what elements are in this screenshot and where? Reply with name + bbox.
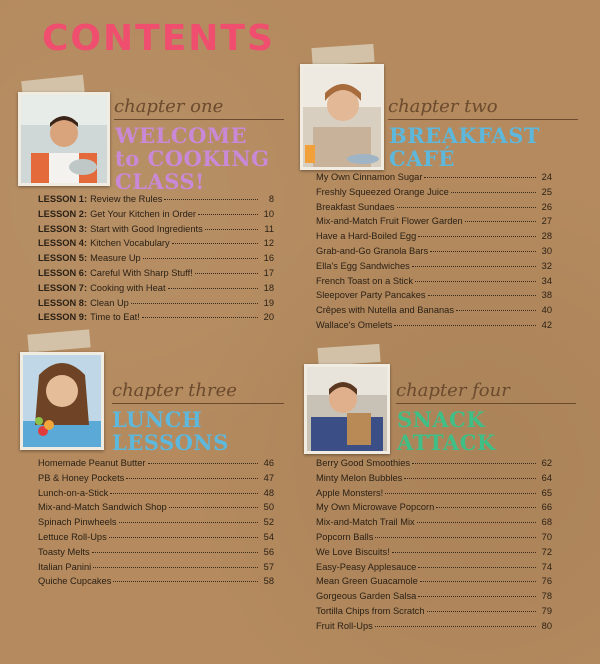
list-item[interactable]: Freshly Squeezed Orange Juice 25: [316, 186, 552, 197]
list-item[interactable]: Mix-and-Match Trail Mix 68: [316, 517, 552, 528]
chapter-two-photo: [300, 64, 384, 170]
list-item[interactable]: My Own Cinnamon Sugar 24: [316, 172, 552, 182]
list-item[interactable]: LESSON 2: Get Your Kitchen in Order 10: [38, 208, 274, 219]
list-item[interactable]: LESSON 5: Measure Up 16: [38, 253, 274, 264]
tape-strip: [27, 329, 90, 352]
list-item[interactable]: LESSON 7: Cooking with Heat 18: [38, 282, 274, 293]
chapter-one-title: WELCOME to COOKING CLASS!: [115, 123, 270, 194]
list-item[interactable]: Crêpes with Nutella and Bananas 40: [316, 305, 552, 316]
list-item[interactable]: Mix-and-Match Fruit Flower Garden 27: [316, 216, 552, 227]
chapter-four-rule: [396, 403, 576, 404]
list-item[interactable]: Ella's Egg Sandwiches 32: [316, 260, 552, 271]
page-title: CONTENTS: [42, 18, 275, 59]
tape-strip: [317, 344, 380, 366]
list-item[interactable]: Minty Melon Bubbles 64: [316, 472, 552, 483]
list-item[interactable]: Wallace's Omelets 42: [316, 319, 552, 330]
chapter-two-list: [316, 172, 552, 335]
list-item[interactable]: LESSON 3: Start with Good Ingredients 11: [38, 223, 274, 234]
chapter-three-rule: [112, 403, 284, 404]
chapter-four-section: [300, 330, 600, 664]
list-item[interactable]: Mean Green Guacamole 76: [316, 576, 552, 587]
list-item[interactable]: Lunch-on-a-Stick 48: [38, 487, 274, 498]
chapter-four-title: SNACK ATTACK: [397, 407, 496, 455]
chapter-three-section: [0, 330, 300, 664]
list-item[interactable]: Easy-Peasy Applesauce 74: [316, 561, 552, 572]
chapter-three-title: LUNCH LESSONS: [112, 407, 229, 455]
list-item[interactable]: Lettuce Roll-Ups 54: [38, 531, 274, 542]
list-item[interactable]: Apple Monsters! 65: [316, 487, 552, 498]
tape-strip: [311, 44, 374, 66]
list-item[interactable]: LESSON 9: Time to Eat! 20: [38, 312, 274, 323]
list-item[interactable]: LESSON 1: Review the Rules 8: [38, 194, 274, 204]
list-item[interactable]: LESSON 8: Clean Up 19: [38, 297, 274, 308]
list-item[interactable]: Spinach Pinwheels 52: [38, 517, 274, 528]
chapter-two-section: [300, 0, 600, 340]
chapter-one-label: chapter one: [114, 96, 224, 117]
list-item[interactable]: Mix-and-Match Sandwich Shop 50: [38, 502, 274, 513]
list-item[interactable]: LESSON 6: Careful With Sharp Stuff! 17: [38, 267, 274, 278]
list-item[interactable]: Berry Good Smoothies 62: [316, 458, 552, 468]
list-item[interactable]: LESSON 4: Kitchen Vocabulary 12: [38, 238, 274, 249]
chapter-two-rule: [388, 119, 578, 120]
chapter-one-list: [38, 194, 274, 327]
chapter-three-photo: [20, 352, 104, 450]
chapter-two-title: BREAKFAST CAFÉ: [389, 123, 541, 171]
list-item[interactable]: French Toast on a Stick 34: [316, 275, 552, 286]
list-item[interactable]: We Love Biscuits! 72: [316, 546, 552, 557]
chapter-one-photo: [18, 92, 110, 186]
chapter-four-label: chapter four: [396, 380, 510, 401]
list-item[interactable]: Fruit Roll-Ups 80: [316, 620, 552, 631]
list-item[interactable]: Tortilla Chips from Scratch 79: [316, 605, 552, 616]
list-item[interactable]: Grab-and-Go Granola Bars 30: [316, 245, 552, 256]
list-item[interactable]: Gorgeous Garden Salsa 78: [316, 591, 552, 602]
chapter-three-list: [38, 458, 274, 591]
list-item[interactable]: Have a Hard-Boiled Egg 28: [316, 231, 552, 242]
list-item[interactable]: My Own Microwave Popcorn 66: [316, 502, 552, 513]
chapter-two-label: chapter two: [388, 96, 498, 117]
list-item[interactable]: PB & Honey Pockets 47: [38, 472, 274, 483]
list-item[interactable]: Homemade Peanut Butter 46: [38, 458, 274, 468]
list-item[interactable]: Quiche Cupcakes 58: [38, 576, 274, 587]
list-item[interactable]: Italian Panini 57: [38, 561, 274, 572]
chapter-three-label: chapter three: [112, 380, 237, 401]
chapter-four-photo: [304, 364, 390, 454]
chapter-one-section: [0, 0, 300, 340]
chapter-one-rule: [114, 119, 284, 120]
list-item[interactable]: Popcorn Balls 70: [316, 531, 552, 542]
list-item[interactable]: Sleepover Party Pancakes 38: [316, 290, 552, 301]
list-item[interactable]: Toasty Melts 56: [38, 546, 274, 557]
chapter-four-list: [316, 458, 552, 636]
list-item[interactable]: Breakfast Sundaes 26: [316, 201, 552, 212]
